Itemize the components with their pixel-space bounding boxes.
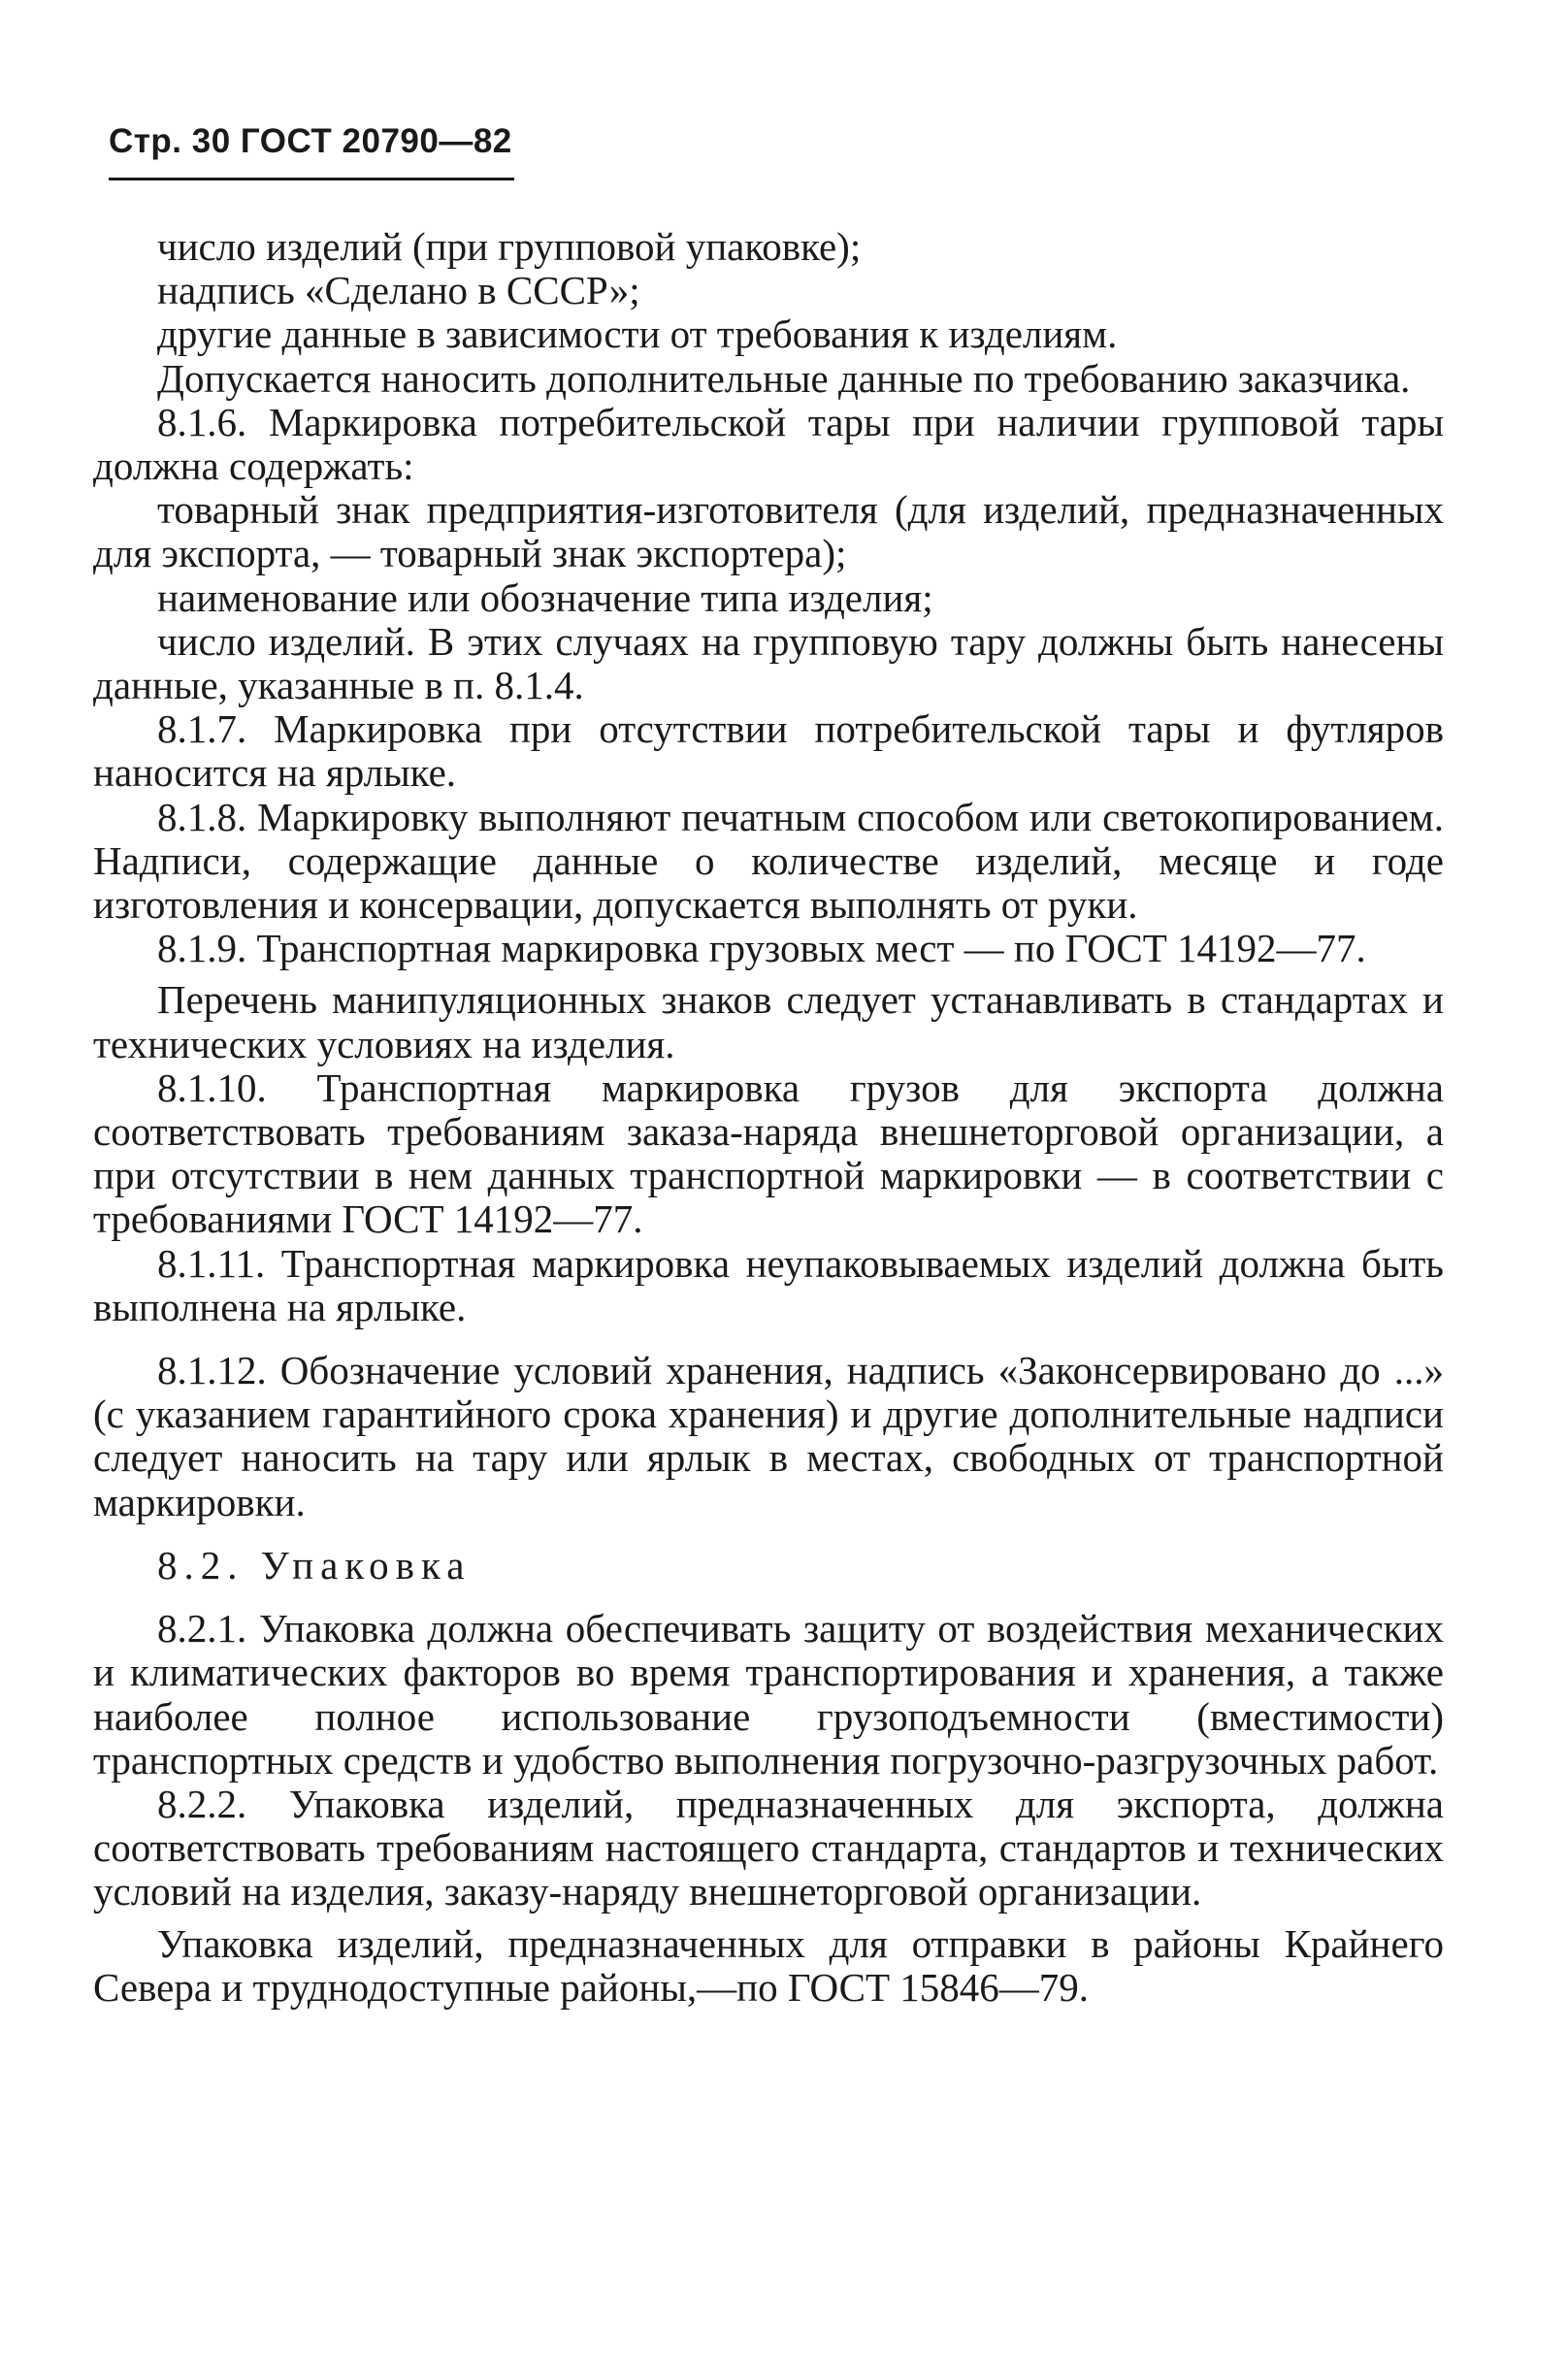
paragraph: число изделий (при групповой упаковке); (157, 224, 862, 269)
paragraph: 8.2.2. Упаковка изделий, предназначенных для экспорта, должна соответствовать требованиям настоящего стандарта, стандартов и технических условий на изделия, заказу-наряду внешнеторговой организации. (93, 1781, 1444, 1915)
paragraph: число изделий. В этих случаях на групповую тару должны быть нанесены данные, указанные в п. 8.1.4. (93, 618, 1444, 708)
paragraph: 8.1.8. Маркировку выполняют печатным способом или светокопированием. Надписи, содержащие данные о количестве изделий, месяце и годе изготовления и консервации, допускается выполнять от руки. (93, 794, 1444, 928)
paragraph: 8.1.12. Обозначение условий хранения, надпись «Законсервировано до ...» (с указанием гарантийного срока хранения) и другие дополнительные надписи следует наносить на тару или ярлык в местах, свободных от транспортной маркировки. (93, 1348, 1444, 1524)
paragraph: надпись «Сделано в СССР»; (157, 268, 640, 313)
paragraph: товарный знак предприятия-изготовителя (для изделий, предназначенных для экспорта, — товарный знак экспортера); (93, 487, 1444, 576)
paragraph: наименование или обозначение типа изделия; (157, 574, 933, 620)
paragraph: 8.1.10. Транспортная маркировка грузов для экспорта должна соответствовать требованиям заказа-наряда внешнеторговой организации, а при отсутствии в нем данных транспортной маркировки — в соответствии с требованиями ГОСТ 14192—77. (93, 1064, 1444, 1242)
document-body (93, 225, 1444, 2010)
header-rule (109, 178, 514, 180)
paragraph: 8.2.1. Упаковка должна обеспечивать защиту от воздействия механических и климатических факторов во время транспортирования и хранения, а также наиболее полное использование грузоподъемности (вместимости) транспортных средств и удобство выполнения погрузочно-разгрузочных работ. (93, 1606, 1444, 1783)
section-heading: 8.2. Упаковка (157, 1542, 472, 1588)
paragraph: 8.1.9. Транспортная маркировка грузовых мест — по ГОСТ 14192—77. (157, 926, 1366, 971)
paragraph: Допускается наносить дополнительные данные по требованию заказчика. (157, 355, 1411, 401)
paragraph: Перечень манипуляционных знаков следует устанавливать в стандартах и технических условиях на изделия. (93, 977, 1444, 1066)
paragraph: Упаковка изделий, предназначенных для отправки в районы Крайнего Севера и труднодоступные районы,—по ГОСТ 15846—79. (93, 1920, 1444, 2010)
paragraph: другие данные в зависимости от требования к изделиям. (157, 311, 1118, 357)
paragraph: 8.1.11. Транспортная маркировка неупаковываемых изделий должна быть выполнена на ярлыке. (93, 1240, 1444, 1329)
page-header: Стр. 30 ГОСТ 20790—82 (109, 122, 512, 160)
paragraph: 8.1.7. Маркировка при отсутствии потребительской тары и футляров наносится на ярлыке. (93, 706, 1444, 796)
paragraph: 8.1.6. Маркировка потребительской тары при наличии групповой тары должна содержать: (93, 399, 1444, 489)
